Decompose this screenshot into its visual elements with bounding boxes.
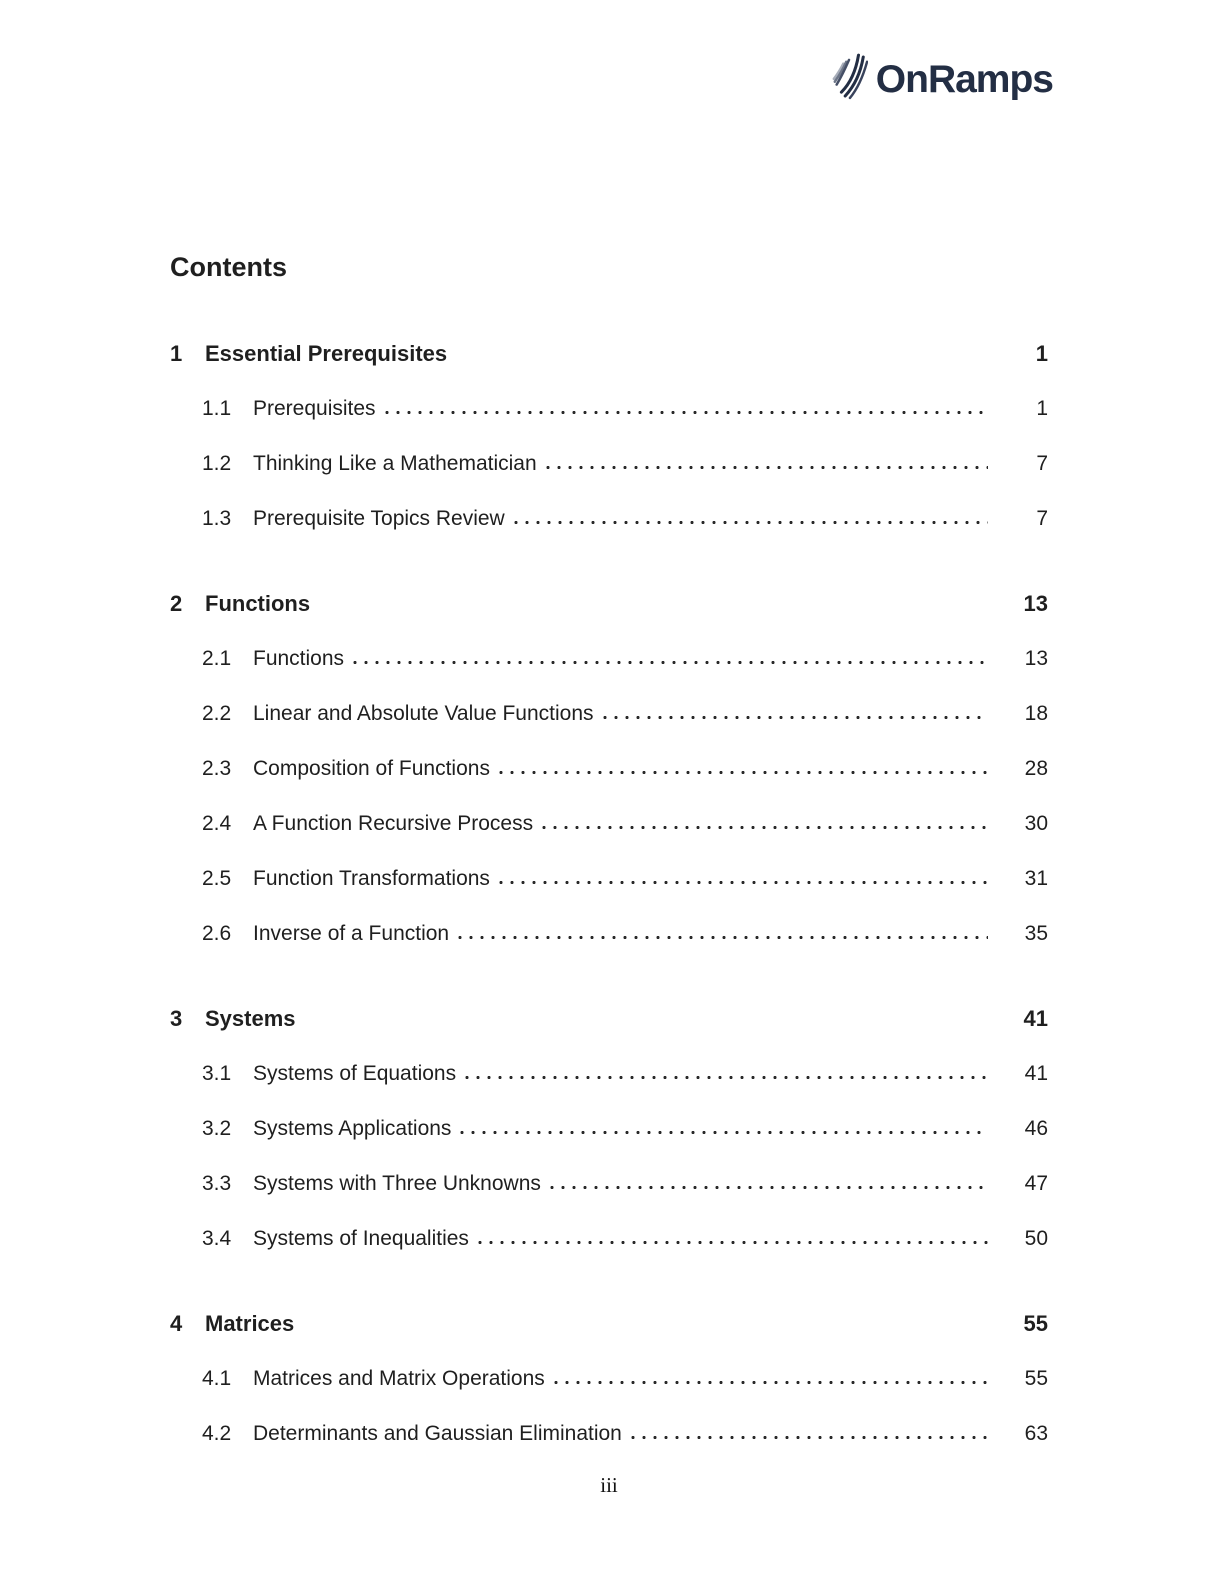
chapter-number: 1 xyxy=(170,341,183,366)
toc-chapter-sections xyxy=(170,644,1048,949)
toc-chapter xyxy=(170,589,1048,949)
onramps-wordmark: OnRamps xyxy=(875,58,1053,101)
toc-chapter-row[interactable] xyxy=(170,339,1048,369)
section-number: 3.2 xyxy=(202,1117,232,1140)
section-number: 2.2 xyxy=(202,702,232,725)
toc-section-row[interactable] xyxy=(170,504,1048,534)
toc-chapter-sections xyxy=(170,394,1048,534)
toc-chapter xyxy=(170,1004,1048,1254)
section-title: Systems with Three Unknowns xyxy=(253,1172,541,1195)
dot-leader xyxy=(465,1075,988,1080)
dot-leader xyxy=(554,1380,988,1385)
toc-section-row[interactable] xyxy=(170,864,1048,894)
toc-chapter-row[interactable] xyxy=(170,589,1048,619)
toc-section-row[interactable] xyxy=(170,1364,1048,1394)
section-number: 2.4 xyxy=(202,812,232,835)
section-number: 3.4 xyxy=(202,1227,232,1250)
section-title: Functions xyxy=(253,647,345,670)
toc-chapter-row[interactable] xyxy=(170,1309,1048,1339)
toc-section-row[interactable] xyxy=(170,1169,1048,1199)
chapter-number: 4 xyxy=(170,1311,183,1336)
section-number: 4.1 xyxy=(202,1367,232,1390)
section-page-number: 35 xyxy=(1024,922,1048,945)
toc-section-row[interactable] xyxy=(170,394,1048,424)
toc-section-row[interactable] xyxy=(170,449,1048,479)
section-page-number: 63 xyxy=(1024,1422,1048,1445)
chapter-page-number: 1 xyxy=(1035,341,1048,366)
section-page-number: 55 xyxy=(1024,1367,1048,1390)
dot-leader xyxy=(458,935,988,940)
toc-chapter-row[interactable] xyxy=(170,1004,1048,1034)
toc-chapter-sections xyxy=(170,1364,1048,1449)
section-title: Prerequisite Topics Review xyxy=(253,507,505,530)
section-title: Systems of Equations xyxy=(253,1062,457,1085)
dot-leader xyxy=(514,520,988,525)
dot-leader xyxy=(603,715,988,720)
dot-leader xyxy=(550,1185,988,1190)
toc-section-row[interactable] xyxy=(170,919,1048,949)
toc-chapter xyxy=(170,1309,1048,1449)
chapter-title: Matrices xyxy=(205,1311,295,1336)
toc-chapter xyxy=(170,339,1048,534)
section-page-number: 30 xyxy=(1024,812,1048,835)
section-number: 3.1 xyxy=(202,1062,232,1085)
section-title: Composition of Functions xyxy=(253,757,490,780)
section-number: 1.2 xyxy=(202,452,232,475)
section-title: Systems Applications xyxy=(253,1117,452,1140)
toc-section-row[interactable] xyxy=(170,644,1048,674)
section-title: Determinants and Gaussian Elimination xyxy=(253,1422,622,1445)
section-title: Thinking Like a Mathematician xyxy=(253,452,537,475)
section-number: 2.5 xyxy=(202,867,232,890)
section-page-number: 13 xyxy=(1024,647,1048,670)
chapter-page-number: 41 xyxy=(1023,1006,1048,1031)
section-page-number: 47 xyxy=(1024,1172,1048,1195)
chapter-page-number: 55 xyxy=(1023,1311,1048,1336)
dot-leader xyxy=(631,1435,988,1440)
section-number: 1.1 xyxy=(202,397,232,420)
table-of-contents xyxy=(170,339,1048,1449)
dot-leader xyxy=(546,465,988,470)
toc-section-row[interactable] xyxy=(170,699,1048,729)
toc-section-row[interactable] xyxy=(170,1114,1048,1144)
toc-chapter-sections xyxy=(170,1059,1048,1254)
dot-leader xyxy=(499,880,988,885)
chapter-page-number: 13 xyxy=(1023,591,1048,616)
section-page-number: 50 xyxy=(1024,1227,1048,1250)
section-title: Function Transformations xyxy=(253,867,490,890)
document-page xyxy=(170,0,1048,1498)
page-title: Contents xyxy=(170,252,287,282)
chapter-number: 3 xyxy=(170,1006,183,1031)
section-page-number: 7 xyxy=(1036,507,1048,530)
chapter-title: Systems xyxy=(205,1006,296,1031)
section-number: 4.2 xyxy=(202,1422,232,1445)
section-number: 2.3 xyxy=(202,757,232,780)
section-page-number: 18 xyxy=(1024,702,1048,725)
section-title: Linear and Absolute Value Functions xyxy=(253,702,594,725)
section-title: Inverse of a Function xyxy=(253,922,450,945)
section-number: 2.6 xyxy=(202,922,232,945)
section-page-number: 31 xyxy=(1024,867,1048,890)
section-title: Systems of Inequalities xyxy=(253,1227,469,1250)
section-number: 3.3 xyxy=(202,1172,232,1195)
section-number: 2.1 xyxy=(202,647,232,670)
dot-leader xyxy=(478,1240,988,1245)
chapter-number: 2 xyxy=(170,591,183,616)
toc-section-row[interactable] xyxy=(170,1419,1048,1449)
section-page-number: 1 xyxy=(1036,397,1048,420)
dot-leader xyxy=(542,825,988,830)
section-title: Matrices and Matrix Operations xyxy=(253,1367,545,1390)
toc-section-row[interactable] xyxy=(170,809,1048,839)
section-number: 1.3 xyxy=(202,507,232,530)
dot-leader xyxy=(353,660,988,665)
dot-leader xyxy=(499,770,988,775)
dot-leader xyxy=(460,1130,988,1135)
toc-section-row[interactable] xyxy=(170,1059,1048,1089)
section-page-number: 46 xyxy=(1024,1117,1048,1140)
chapter-title: Essential Prerequisites xyxy=(205,341,448,366)
footer-page-number: iii xyxy=(600,1473,618,1497)
section-page-number: 7 xyxy=(1036,452,1048,475)
section-page-number: 41 xyxy=(1024,1062,1048,1085)
toc-section-row[interactable] xyxy=(170,1224,1048,1254)
toc-section-row[interactable] xyxy=(170,754,1048,784)
section-title: A Function Recursive Process xyxy=(253,812,534,835)
section-title: Prerequisites xyxy=(253,397,376,420)
section-page-number: 28 xyxy=(1024,757,1048,780)
chapter-title: Functions xyxy=(205,591,311,616)
dot-leader xyxy=(385,410,988,415)
